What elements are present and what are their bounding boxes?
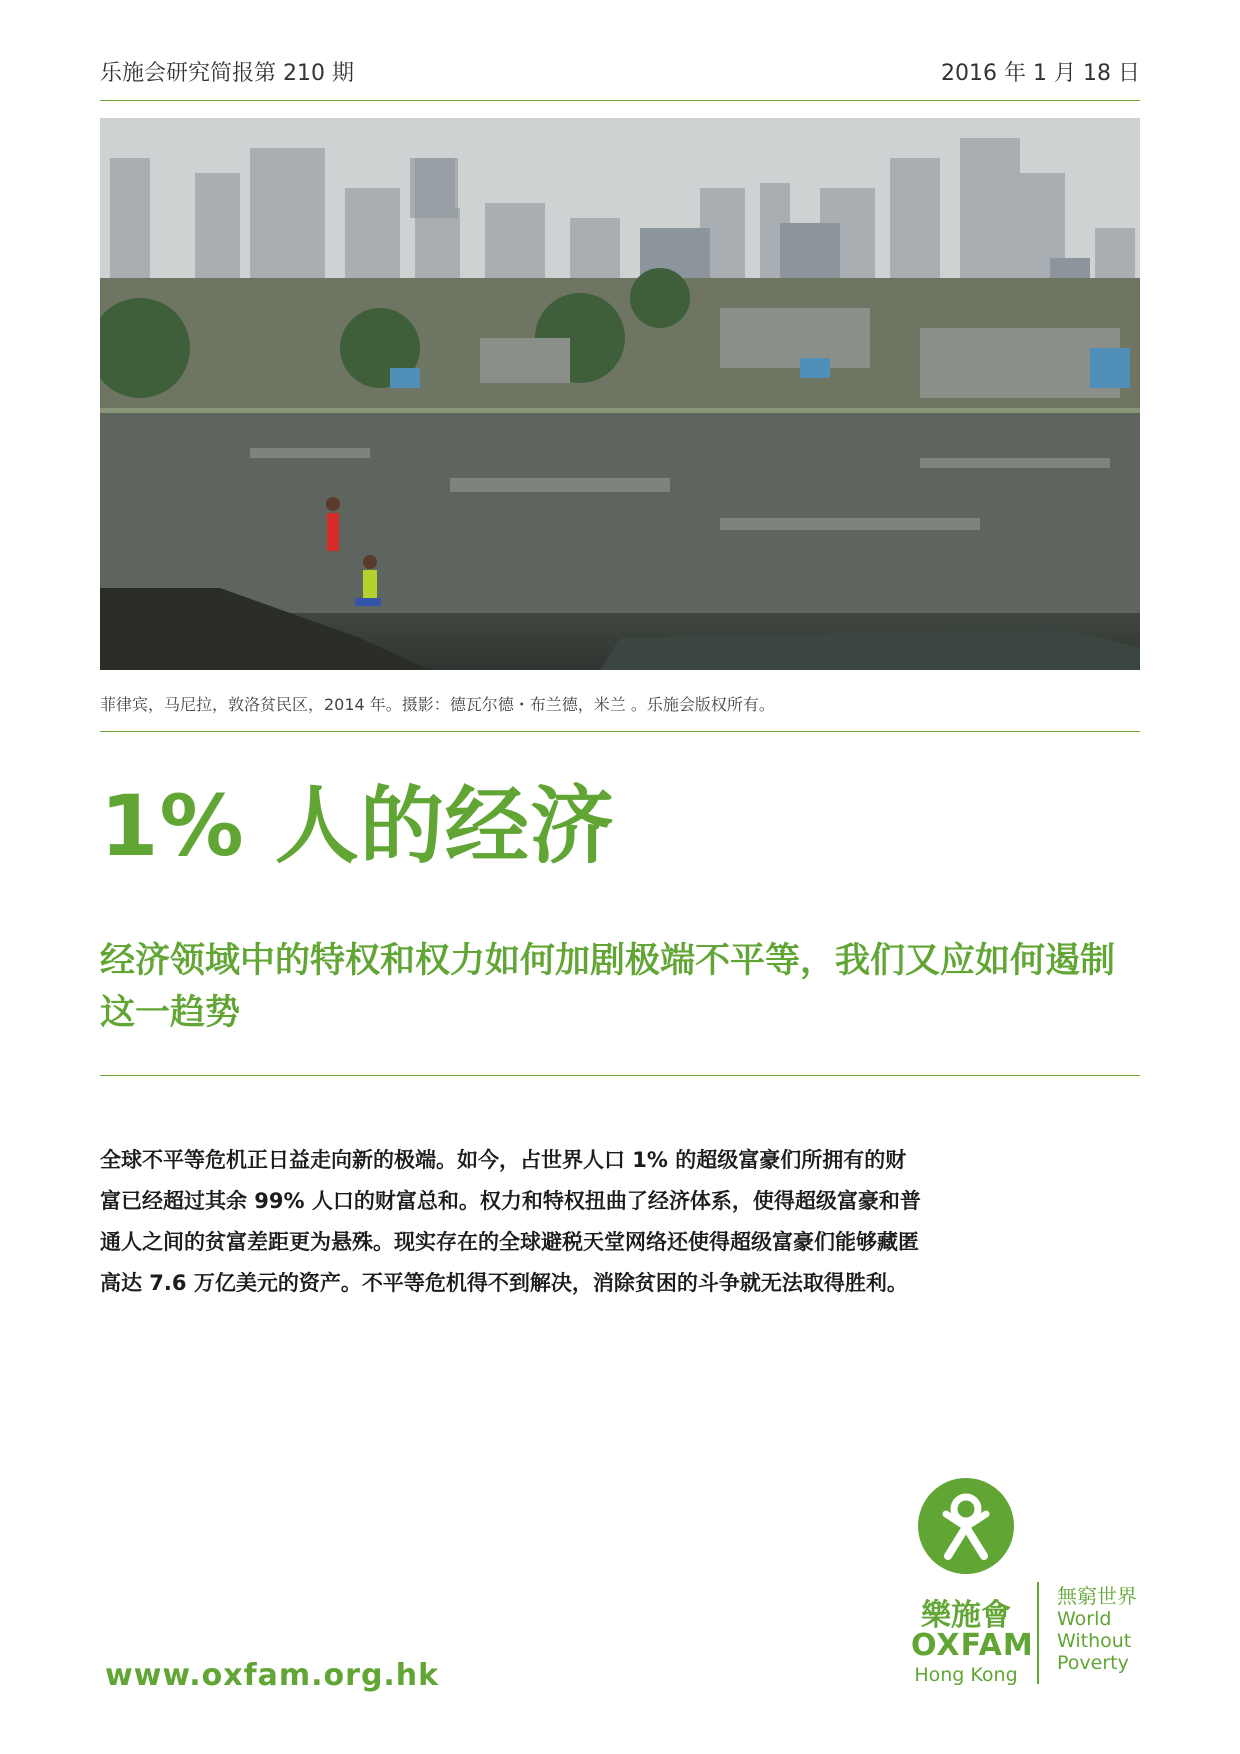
title-divider bbox=[100, 1075, 1140, 1076]
logo-divider bbox=[1037, 1582, 1039, 1684]
website-link[interactable]: www.oxfam.org.hk bbox=[105, 1658, 440, 1693]
summary-paragraph: 全球不平等危机正日益走向新的极端。如今，占世界人口 1% 的超级富豪们所拥有的财富已经超过其余 99% 人口的财富总和。权力和特权扭曲了经济体系，使得超级富豪和普通人之间的贫富差距更为悬殊。现实存在的全球避税天堂网络还使得超级富豪们能够藏匿高达 7.6 万亿美元的资产。不平等危机得不到解决，消除贫困的斗争就无法取得胜利。 bbox=[100, 1148, 921, 1295]
cover-photo bbox=[100, 118, 1140, 670]
tagline-chinese: 無窮世界 bbox=[1057, 1584, 1137, 1608]
caption-divider bbox=[100, 731, 1140, 732]
page-subtitle: 经济领域中的特权和权力如何加剧极端不平等，我们又应如何遏制这一趋势 bbox=[100, 941, 1116, 1033]
logo-wordmark: OXFAM bbox=[911, 1628, 1034, 1663]
page-title: 1% 人的经济 bbox=[100, 777, 615, 875]
header-divider bbox=[100, 100, 1140, 101]
oxfam-logo-icon bbox=[918, 1478, 1014, 1574]
brief-series: 乐施会研究简报第 210 期 bbox=[100, 61, 354, 86]
logo-city: Hong Kong bbox=[914, 1664, 1018, 1686]
photo-caption: 菲律宾，马尼拉，敦洛贫民区，2014 年。摄影：德瓦尔德・布兰德，米兰 。乐施会版权所有。 bbox=[100, 695, 775, 714]
tagline-line: Without bbox=[1057, 1630, 1132, 1652]
tagline-english bbox=[1057, 1608, 1131, 1674]
manila-slum-illustration bbox=[100, 118, 1140, 670]
publication-date: 2016 年 1 月 18 日 bbox=[941, 61, 1140, 86]
tagline-line: Poverty bbox=[1057, 1652, 1129, 1674]
logo-chinese-name: 樂施會 bbox=[921, 1598, 1011, 1633]
tagline-line: World bbox=[1057, 1608, 1112, 1630]
